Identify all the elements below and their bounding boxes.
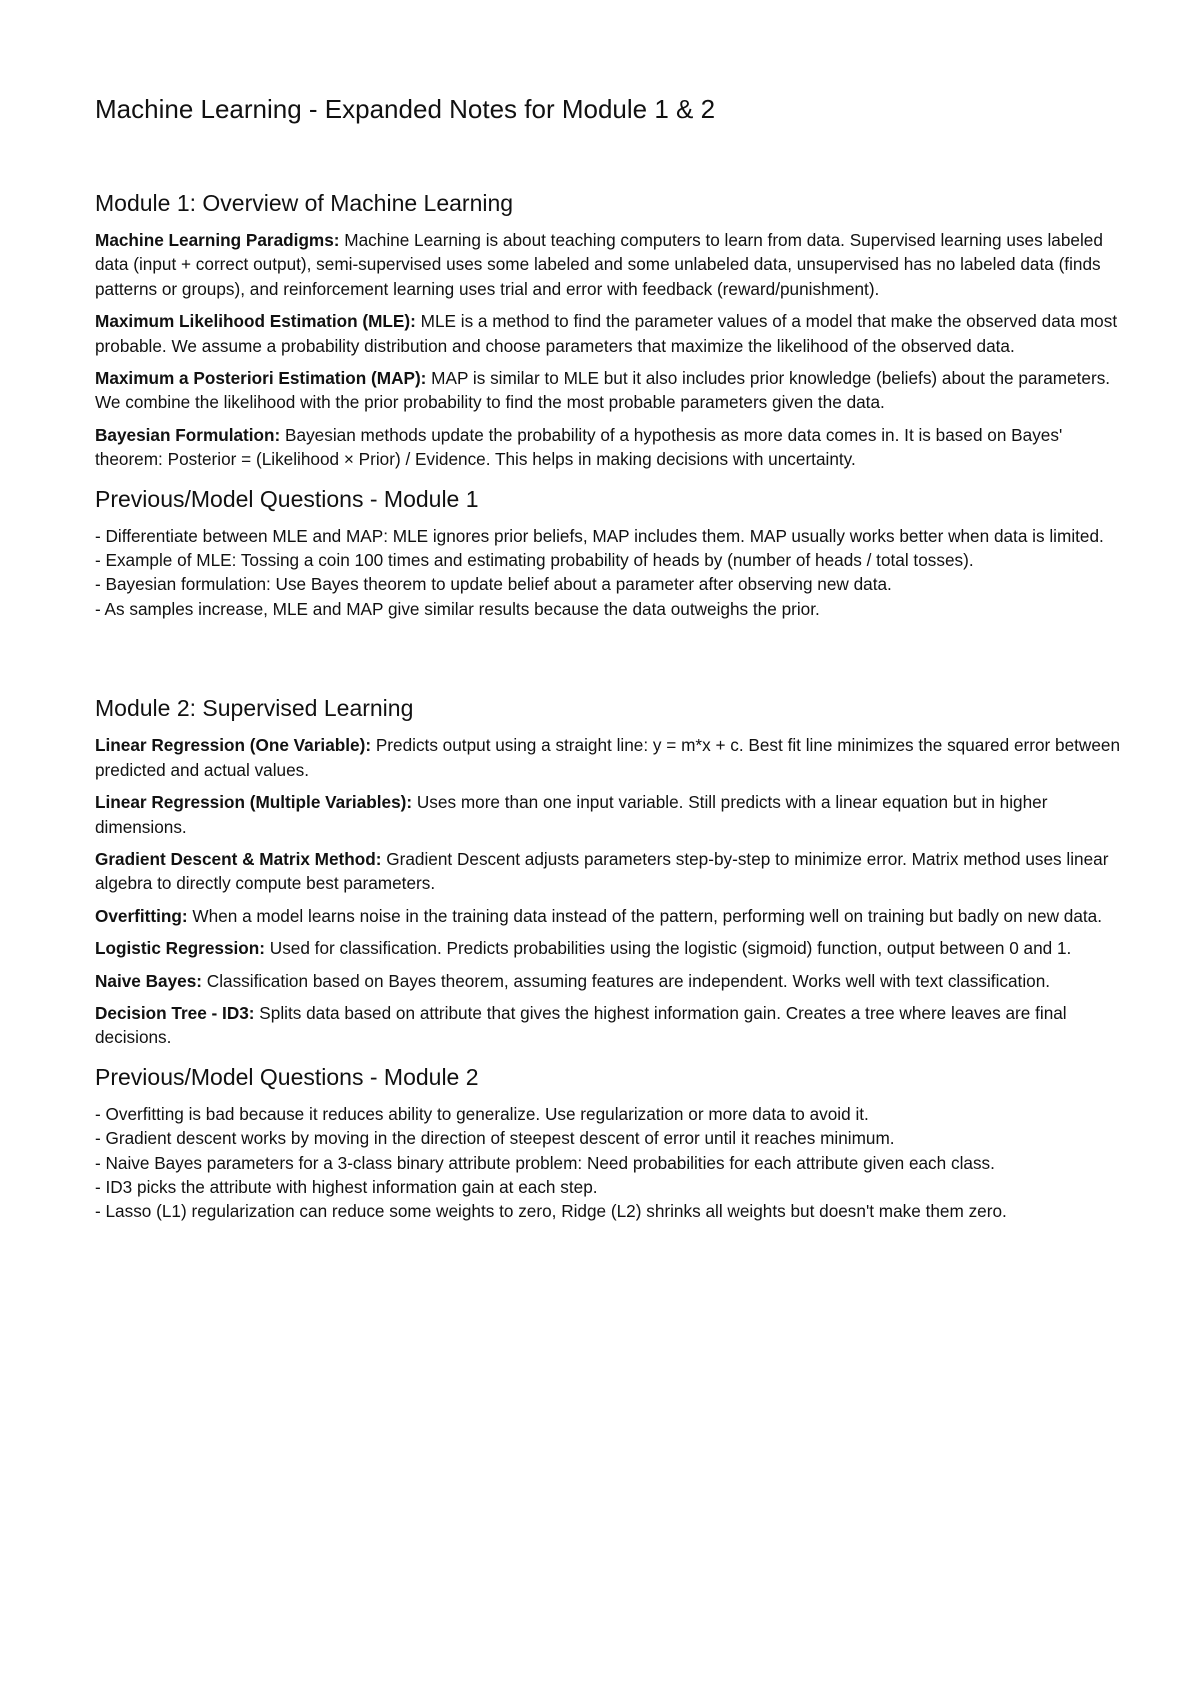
module2-item-naive-bayes (95, 969, 1120, 993)
definition: Bayesian methods update the probability of a hypothesis as more data comes in. It is based on Bayes' theorem: Posterior = (Likelihood × Prior) / Evidence. This helps in making decisions with uncertainty. (95, 424, 1063, 470)
list-item: - Naive Bayes parameters for a 3-class binary attribute problem: Need probabilities for each attribute given each class. (95, 1152, 995, 1173)
list-item: - Gradient descent works by moving in the direction of steepest descent of error until it reaches minimum. (95, 1128, 895, 1149)
term: Decision Tree - ID3: (95, 1002, 255, 1023)
definition: MAP is similar to MLE but it also includes prior knowledge (beliefs) about the parameters. We combine the likelihood with the prior probability to find the most probable parameters given the data. (95, 368, 1111, 413)
term: Overfitting: (95, 905, 188, 926)
list-item: - Example of MLE: Tossing a coin 100 times and estimating probability of heads by (number of heads / total tosses). (95, 550, 974, 571)
term: Linear Regression (Multiple Variables): (95, 792, 413, 813)
definition: When a model learns noise in the training data instead of the pattern, performing well on training but badly on new data. (187, 905, 1102, 926)
term: Maximum Likelihood Estimation (MLE): (95, 311, 416, 332)
questions1-heading: Previous/Model Questions - Module 1 (95, 485, 479, 512)
definition: Gradient Descent adjusts parameters step-by-step to minimize error. Matrix method uses linear algebra to directly compute best parameters. (95, 848, 1109, 894)
module2-item-gradient (95, 847, 1120, 896)
module2-item-linreg-one (95, 733, 1120, 782)
questions2-heading: Previous/Model Questions - Module 2 (95, 1063, 479, 1090)
definition: Classification based on Bayes theorem, assuming features are independent. Works well with text classification. (202, 970, 1051, 991)
list-item: - Differentiate between MLE and MAP: MLE ignores prior beliefs, MAP includes them. MAP usually works better when data is limited. (95, 525, 1104, 546)
module2-item-overfitting (95, 904, 1120, 928)
spacer (95, 633, 1120, 693)
definition: Predicts output using a straight line: y = m*x + c. Best fit line minimizes the squared error between predicted and actual values. (95, 735, 1121, 780)
list-item: - Bayesian formulation: Use Bayes theorem to update belief about a parameter after observing new data. (95, 574, 892, 595)
module1-item-paradigms (95, 228, 1120, 301)
definition: Machine Learning is about teaching computers to learn from data. Supervised learning uses labeled data (input + correct output), semi-supervised uses some labeled and some unlabeled data, unsupervised has no labeled data (finds patterns or groups), and reinforcement learning uses trial and error with feedback (reward/punishment). (95, 230, 1103, 299)
document-title: Machine Learning - Expanded Notes for Module 1 & 2 (95, 94, 716, 124)
term: Logistic Regression: (95, 938, 265, 959)
module1-item-bayesian (95, 423, 1120, 472)
term: Bayesian Formulation: (95, 424, 281, 445)
module1-section (95, 188, 1120, 472)
term: Linear Regression (One Variable): (95, 735, 372, 756)
list-item: - As samples increase, MLE and MAP give similar results because the data outweighs the prior. (95, 598, 820, 619)
definition: MLE is a method to find the parameter values of a model that make the observed data most probable. We assume a probability distribution and choose parameters that maximize the likelihood of the observed data. (95, 311, 1118, 356)
module2-item-id3 (95, 1001, 1120, 1050)
list-item: - Lasso (L1) regularization can reduce some weights to zero, Ridge (L2) shrinks all weights but doesn't make them zero. (95, 1201, 1007, 1222)
module2-section (95, 693, 1120, 1049)
module2-heading: Module 2: Supervised Learning (95, 695, 414, 722)
term: Naive Bayes: (95, 970, 203, 991)
term: Gradient Descent & Matrix Method: (95, 848, 382, 869)
term: Machine Learning Paradigms: (95, 230, 340, 250)
list-item: - Overfitting is bad because it reduces ability to generalize. Use regularization or more data to avoid it. (95, 1103, 869, 1124)
module2-item-linreg-multi (95, 790, 1120, 839)
definition: Used for classification. Predicts probabilities using the logistic (sigmoid) function, output between 0 and 1. (265, 938, 1072, 959)
questions1-section (95, 484, 1120, 622)
questions2-section (95, 1062, 1120, 1224)
list-item: - ID3 picks the attribute with highest information gain at each step. (95, 1176, 598, 1197)
questions1-list (95, 524, 1120, 622)
module1-item-mle (95, 309, 1120, 358)
module1-heading: Module 1: Overview of Machine Learning (95, 190, 514, 216)
module1-item-map (95, 366, 1120, 415)
module2-item-logistic (95, 936, 1120, 960)
term: Maximum a Posteriori Estimation (MAP): (95, 368, 427, 389)
definition: Uses more than one input variable. Still predicts with a linear equation but in higher dimensions. (95, 792, 1048, 837)
questions2-list (95, 1102, 1120, 1224)
definition: Splits data based on attribute that gives the highest information gain. Creates a tree where leaves are final decisions. (95, 1002, 1067, 1048)
